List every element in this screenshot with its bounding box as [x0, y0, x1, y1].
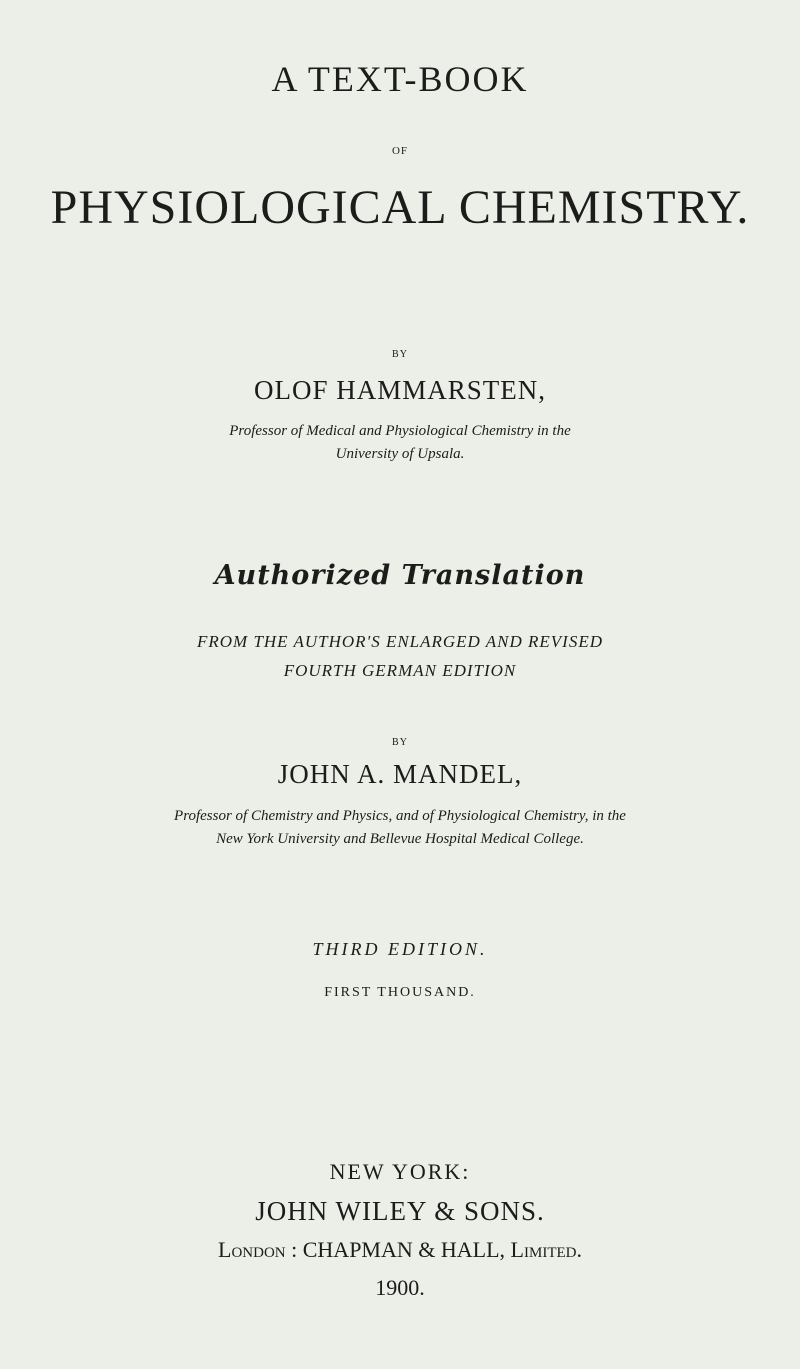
translator-affiliation-line-1: Professor of Chemistry and Physics, and of Physiological Chemistry, in the [174, 808, 626, 824]
translator-name: JOHN A. MANDEL, [277, 759, 523, 789]
imprint-london-line [0, 1237, 800, 1263]
imprint-london-colon: : [285, 1237, 303, 1262]
title-line-1: A TEXT-BOOK [271, 59, 529, 99]
imprint-city: NEW YORK: [329, 1159, 471, 1184]
author-name: OLOF HAMMARSTEN, [253, 375, 547, 405]
author-affiliation-line-1: Professor of Medical and Physiological Chemistry in the [229, 423, 571, 439]
imprint-london-publisher: CHAPMAN & HALL, [302, 1237, 506, 1262]
title-of: OF [391, 145, 409, 157]
translation-heading: Authorized Translation [214, 560, 586, 591]
imprint-year: 1900. [375, 1275, 425, 1300]
author-by: BY [392, 349, 408, 360]
imprint-london-label: London [218, 1237, 286, 1262]
imprint-publisher: JOHN WILEY & SONS. [255, 1196, 545, 1226]
translation-source-line-1: FROM THE AUTHOR'S ENLARGED AND REVISED [196, 632, 603, 651]
translator-by: BY [392, 737, 408, 748]
edition-printing: FIRST THOUSAND. [324, 985, 476, 1000]
translation-source-line-2: FOURTH GERMAN EDITION [283, 661, 517, 680]
title-line-2: PHYSIOLOGICAL CHEMISTRY. [50, 181, 750, 234]
edition-label: THIRD EDITION. [312, 939, 488, 959]
imprint-limited: Limited. [510, 1237, 582, 1262]
author-affiliation-line-2: University of Upsala. [335, 446, 465, 462]
translator-affiliation-line-2: New York University and Bellevue Hospital Medical College. [216, 831, 584, 847]
